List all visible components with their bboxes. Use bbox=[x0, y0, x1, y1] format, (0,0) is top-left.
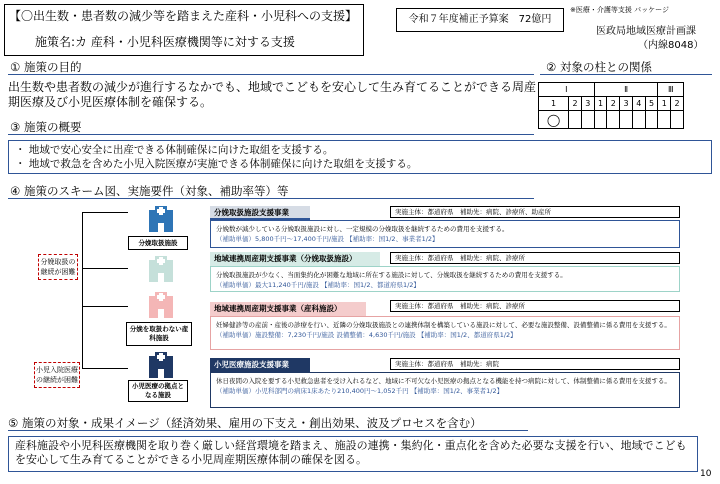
program-subsidy: （補助単価）5,800千円～17,400千円/施設 【補助率：国1/2、事業者1/2】 bbox=[216, 235, 439, 243]
program-impl: 実施主体：都道府県 補助先：病院 bbox=[390, 358, 680, 370]
scheme-title: ④ 施策のスキーム図、実施要件（対象、補助率等）等 bbox=[10, 184, 289, 198]
budget-label: 令和７年度補正予算案 72億円 bbox=[408, 14, 552, 25]
connector bbox=[82, 268, 128, 269]
pillar-num: 4 bbox=[632, 97, 645, 111]
pillar-num: 1 bbox=[594, 97, 607, 111]
purpose-text: 出生数や患者数の減少が進行するなかでも、地域でこどもを安心して生み育てることができる周産期医療及び小児医療体制を確保する。 bbox=[8, 80, 537, 109]
page-number: 10 bbox=[700, 469, 712, 479]
program-desc: 分娩取扱施設が少なく、当面集約化が困難な地域に所在する施設に対して、分娩取扱を継続するための費用を支援する。 bbox=[216, 271, 567, 279]
hospital-icon-navy bbox=[146, 350, 176, 380]
pillars-title: ② 対象の柱との関係 bbox=[546, 60, 652, 74]
pillar-group-3: Ⅲ bbox=[658, 83, 684, 97]
pillar-num: 2 bbox=[607, 97, 620, 111]
budget-box bbox=[396, 8, 564, 32]
pillars-rule bbox=[540, 74, 712, 75]
program-impl: 実施主体：都道府県 補助先：病院、診療所 bbox=[390, 252, 680, 264]
pillar-num: 3 bbox=[581, 97, 594, 111]
hospital-icon-blue bbox=[146, 204, 176, 234]
connector bbox=[82, 306, 128, 307]
program-bar: 地域連携周産期支援事業（産科施設） bbox=[210, 302, 366, 316]
program-bar: 小児医療施設支援事業 bbox=[210, 358, 310, 372]
outcome-rule bbox=[8, 430, 528, 431]
overview-title: ③ 施策の概要 bbox=[10, 120, 82, 134]
program-desc-box bbox=[210, 220, 680, 248]
connector bbox=[82, 368, 128, 369]
program-impl: 実施主体：都道府県 補助先：病院、診療所、助産所 bbox=[390, 206, 680, 218]
program-bar: 地域連携周産期支援事業（分娩取扱施設） bbox=[210, 252, 380, 266]
measure-name: 施策名:カ 産科・小児科医療機関等に対する支援 bbox=[35, 35, 295, 49]
pillar-mark: ◯ bbox=[539, 111, 569, 129]
outcome-text: 産科施設や小児科医療機関を取り巻く厳しい経営環境を踏まえ、施設の連携・集約化・重点化を含めた必要な支援を行い、地域でこどもを安心して生み育てることができる小児周産期医療体制の確保を図る。 bbox=[15, 439, 687, 466]
extension: （内線8048） bbox=[638, 40, 704, 51]
pillar-num: 1 bbox=[539, 97, 569, 111]
package-note: ※医療・介護等支援 パッケージ bbox=[570, 6, 669, 14]
overview-box bbox=[8, 140, 712, 174]
purpose-title: ① 施策の目的 bbox=[10, 60, 82, 74]
label-bunben-difficult: 分娩取扱の継続が困難 bbox=[38, 254, 78, 280]
program-desc: 休日夜間の入院を要する小児救急患者を受け入れるなど、地域に不可欠な小児医療の拠点となる機能を持つ病院に対して、体制整備に係る費用を支援する。 bbox=[216, 377, 671, 385]
outcome-box bbox=[8, 436, 698, 472]
pillar-num: 2 bbox=[569, 97, 582, 111]
facility-label-non-bunben: 分娩を取扱わない産科施設 bbox=[126, 322, 192, 346]
outcome-title: ⑤ 施策の対象・成果イメージ（経済効果、雇用の下支え・創出効果、波及プロセスを含む） bbox=[8, 416, 482, 430]
header-title-box bbox=[4, 4, 364, 56]
pillars-table bbox=[538, 82, 684, 129]
program-desc: 分娩数が減少している分娩取扱施設に対し、一定規模の分娩取扱を継続するための費用を支援する。 bbox=[216, 225, 509, 233]
program-subsidy: （補助単価）小児科部門の病床1床あたり210,400円～1,052千円 【補助率：国1/2、事業者1/2】 bbox=[216, 387, 504, 395]
pillar-num: 5 bbox=[645, 97, 658, 111]
overview-item: ・ 地域で安心安全に出産できる体制確保に向けた取組を支援する。 bbox=[15, 144, 334, 156]
program-desc-box bbox=[210, 316, 680, 350]
program-desc-box bbox=[210, 266, 680, 292]
header-title: 【〇出生数・患者数の減少等を踏まえた産科・小児科への支援】 bbox=[9, 9, 358, 23]
hospital-icon-teal bbox=[146, 254, 176, 284]
scheme-rule bbox=[8, 198, 534, 199]
program-desc: 妊婦健診等の産前・産後の診療を行い、近隣の分娩取扱施設との連携体制を構築している施設に対して、必要な施設整備、設備整備に係る費用を支援する。 bbox=[216, 321, 671, 329]
program-subsidy: （補助単価）最大11,240千円/施設 【補助率：国1/2、都道府県1/2】 bbox=[216, 281, 420, 289]
label-pediatric-difficult: 小児入院医療の継続が困難 bbox=[34, 362, 80, 388]
overview-item: ・ 地域で救急を含めた小児入院医療が実施できる体制確保に向けた取組を支援する。 bbox=[15, 158, 418, 170]
department: 医政局地域医療計画課 bbox=[596, 26, 696, 37]
program-desc-box bbox=[210, 372, 680, 408]
program-impl: 実施主体：都道府県 補助先：病院、診療所 bbox=[390, 300, 680, 312]
pillar-num: 2 bbox=[671, 97, 684, 111]
pillar-num: 3 bbox=[620, 97, 633, 111]
pillar-group-1: Ⅰ bbox=[539, 83, 595, 97]
program-bar: 分娩取扱施設支援事業 bbox=[210, 206, 310, 220]
pillar-num: 1 bbox=[658, 97, 671, 111]
facility-label-bunben: 分娩取扱施設 bbox=[128, 236, 188, 250]
connector bbox=[82, 212, 83, 368]
program-subsidy: （補助単価）施設整備：7,230千円/施設 設備整備：4,630千円/施設 【補助率：国1/2、都道府県1/2】 bbox=[216, 331, 517, 339]
pillar-group-2: Ⅱ bbox=[594, 83, 658, 97]
purpose-rule bbox=[8, 74, 534, 75]
facility-label-pediatric: 小児医療の拠点となる施設 bbox=[128, 380, 188, 402]
overview-rule bbox=[8, 134, 534, 135]
connector bbox=[82, 212, 128, 213]
hospital-icon-pink bbox=[146, 290, 176, 320]
